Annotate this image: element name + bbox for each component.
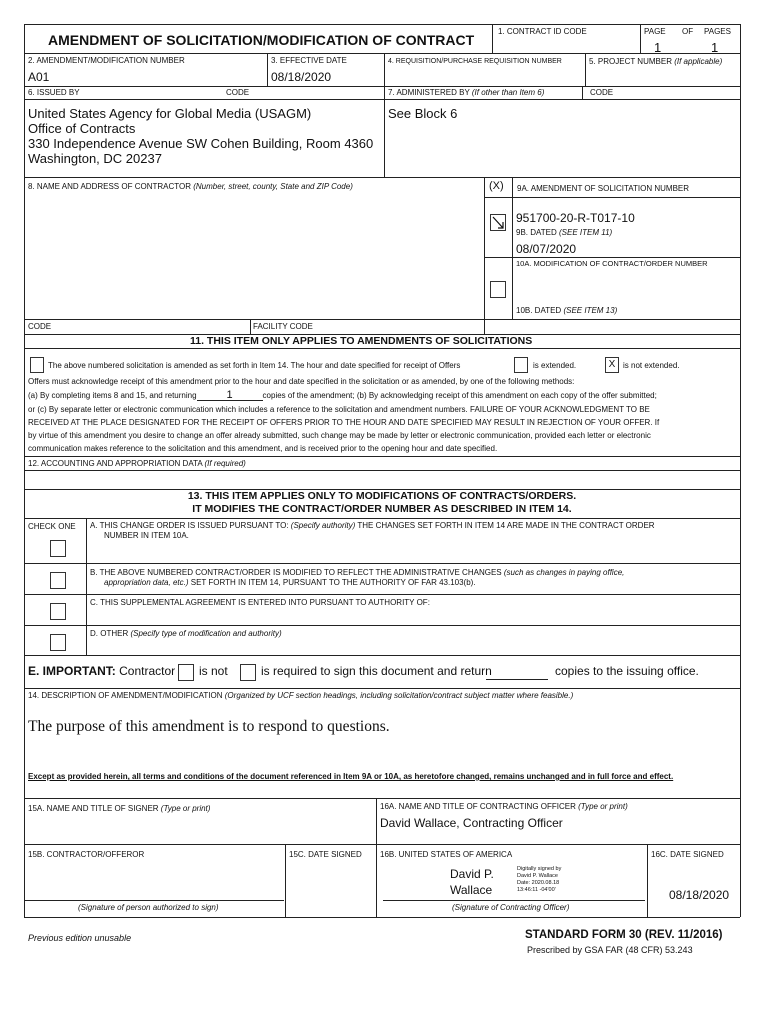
item-11-line-7: communication makes reference to the solicitation and this amendment, and is received prior to the opening hour and date specified. bbox=[28, 444, 498, 453]
issued-by-code-label: CODE bbox=[226, 88, 250, 97]
rule bbox=[484, 197, 740, 198]
rule bbox=[24, 844, 740, 845]
not-extended-checkbox[interactable]: X bbox=[605, 357, 619, 373]
of-label: OF bbox=[682, 27, 694, 36]
important-label: E. IMPORTANT: bbox=[28, 664, 116, 678]
item-13-title-2: IT MODIFIES THE CONTRACT/ORDER NUMBER AS DESCRIBED IN ITEM 14. bbox=[192, 503, 572, 515]
previous-edition-note: Previous edition unusable bbox=[28, 933, 132, 943]
signature-meta: 13:46:11 -04'00' bbox=[517, 887, 556, 893]
is-required-checkbox[interactable] bbox=[240, 664, 256, 681]
signature-meta: Date: 2020.08.18 bbox=[517, 880, 560, 886]
prescribed-by: Prescribed by GSA FAR (48 CFR) 53.243 bbox=[527, 945, 693, 955]
administered-by-value: See Block 6 bbox=[388, 106, 458, 121]
item-13a-italic: (Specify authority) bbox=[290, 521, 356, 530]
rule bbox=[24, 86, 740, 87]
item-11-line-3b: copies of the amendment; (b) By acknowledging receipt of this amendment on each copy of the offer submitted; bbox=[262, 391, 657, 400]
item-11-line-3a: (a) By completing items 8 and 15, and returning bbox=[28, 391, 197, 400]
item-13d-checkbox[interactable] bbox=[50, 634, 66, 651]
amendment-number-value: A01 bbox=[28, 70, 50, 84]
amendment-number-label: 2. AMENDMENT/MODIFICATION NUMBER bbox=[28, 56, 185, 65]
important-is-required: is required to sign this document and return bbox=[261, 664, 492, 678]
contract-id-label: 1. CONTRACT ID CODE bbox=[498, 27, 587, 36]
contractor-code-label: CODE bbox=[28, 322, 52, 331]
issued-by-address bbox=[28, 106, 373, 166]
date-signed-16c-value: 08/18/2020 bbox=[669, 888, 730, 902]
project-number-label: 5. PROJECT NUMBER bbox=[589, 57, 672, 66]
rule bbox=[484, 257, 740, 258]
rule bbox=[24, 563, 740, 564]
is-not-extended-label: is not extended. bbox=[623, 361, 680, 370]
dated-9b-label: 9B. DATED bbox=[516, 228, 557, 237]
item-11-line-5: RECEIVED AT THE PLACE DESIGNATED FOR THE RECEIPT OF OFFERS PRIOR TO THE HOUR AND DATE SPECIFIED MAY RESULT IN REJECTION OF YOUR OFFER. If bbox=[28, 418, 660, 427]
item-11-title: 11. THIS ITEM ONLY APPLIES TO AMENDMENTS OF SOLICITATIONS bbox=[190, 335, 533, 347]
rule bbox=[24, 798, 740, 799]
contractor-signature-caption: (Signature of person authorized to sign) bbox=[78, 903, 219, 912]
x-column-label: (X) bbox=[489, 180, 504, 192]
item-13b-italic: (such as changes in paying office, bbox=[503, 568, 625, 577]
dated-9b-suffix: (SEE ITEM 11) bbox=[558, 228, 613, 237]
rule bbox=[647, 844, 648, 917]
administered-by-label: 7. ADMINISTERED BY bbox=[388, 88, 470, 97]
copies-blank[interactable] bbox=[486, 679, 548, 680]
page-label: PAGE bbox=[644, 27, 666, 36]
signature-meta: David P. Wallace bbox=[517, 873, 558, 879]
modification-checkbox[interactable] bbox=[490, 281, 506, 298]
rule bbox=[512, 177, 513, 319]
requisition-label: 4. REQUISITION/PURCHASE REQUISITION NUMBER bbox=[388, 58, 562, 65]
rule bbox=[24, 348, 740, 349]
effective-date-label: 3. EFFECTIVE DATE bbox=[271, 56, 347, 65]
rule bbox=[383, 900, 645, 901]
rule bbox=[24, 688, 740, 689]
form-number: STANDARD FORM 30 (REV. 11/2016) bbox=[525, 929, 723, 941]
officer-signature-caption: (Signature of Contracting Officer) bbox=[452, 903, 570, 912]
rule bbox=[24, 594, 740, 595]
rule bbox=[484, 177, 485, 334]
rule bbox=[640, 24, 641, 53]
important-copies: copies to the issuing office. bbox=[555, 664, 699, 678]
pages-value: 1 bbox=[711, 40, 719, 55]
rule bbox=[492, 24, 493, 53]
rule bbox=[267, 53, 268, 86]
item-13a-pre: A. THIS CHANGE ORDER IS ISSUED PURSUANT TO: bbox=[90, 521, 289, 530]
important-row bbox=[28, 664, 175, 678]
rule bbox=[585, 53, 586, 86]
item-13c-line: C. THIS SUPPLEMENTAL AGREEMENT IS ENTERED INTO PURSUANT TO AUTHORITY OF: bbox=[90, 598, 430, 607]
important-contractor: Contractor bbox=[119, 664, 176, 678]
administered-by-suffix: (If other than Item 6) bbox=[471, 88, 545, 97]
contractor-offeror-label: 15B. CONTRACTOR/OFFEROR bbox=[28, 850, 145, 859]
rule bbox=[285, 844, 286, 917]
rule bbox=[24, 53, 740, 54]
accounting-suffix: (If required) bbox=[204, 459, 246, 468]
is-extended-checkbox[interactable] bbox=[514, 357, 528, 373]
rule bbox=[24, 24, 25, 917]
rule bbox=[582, 86, 583, 99]
item-14-suffix: (Organized by UCF section headings, including solicitation/contract subject matter where feasible.) bbox=[224, 691, 574, 700]
rule bbox=[740, 24, 741, 917]
item-11-line-1: The above numbered solicitation is amended as set forth in Item 14. The hour and date specified for receipt of Offers bbox=[48, 361, 461, 370]
item-13b-italic-2: appropriation data, etc.) bbox=[104, 578, 189, 587]
digital-signature[interactable] bbox=[450, 866, 494, 898]
rule bbox=[24, 625, 740, 626]
is-not-checkbox[interactable] bbox=[178, 664, 194, 681]
item-13a-line-2: NUMBER IN ITEM 10A. bbox=[104, 531, 189, 540]
signature-name-line-1: David P. bbox=[450, 867, 494, 881]
address-line: Office of Contracts bbox=[28, 121, 136, 136]
amendment-solicitation-label: 9A. AMENDMENT OF SOLICITATION NUMBER bbox=[517, 184, 690, 193]
united-states-label: 16B. UNITED STATES OF AMERICA bbox=[380, 850, 513, 859]
item-11-line-2: Offers must acknowledge receipt of this amendment prior to the hour and date specified in the solicitation or as amended, by one of the following methods: bbox=[28, 377, 575, 386]
contractor-label: 8. NAME AND ADDRESS OF CONTRACTOR bbox=[28, 182, 191, 191]
rule bbox=[384, 53, 385, 177]
date-signed-16c-label: 16C. DATE SIGNED bbox=[651, 850, 724, 859]
item-13-title-1: 13. THIS ITEM APPLIES ONLY TO MODIFICATIONS OF CONTRACTS/ORDERS. bbox=[187, 490, 577, 502]
item-13b-checkbox[interactable] bbox=[50, 572, 66, 589]
pages-label: PAGES bbox=[704, 27, 731, 36]
modification-contract-label: 10A. MODIFICATION OF CONTRACT/ORDER NUMBER bbox=[516, 259, 708, 268]
item-14-label: 14. DESCRIPTION OF AMENDMENT/MODIFICATION bbox=[28, 691, 223, 700]
date-signed-15c-label: 15C. DATE SIGNED bbox=[289, 850, 362, 859]
rule bbox=[250, 319, 251, 334]
is-extended-label: is extended. bbox=[533, 361, 577, 370]
facility-code-label: FACILITY CODE bbox=[253, 322, 313, 331]
rule bbox=[24, 177, 740, 178]
signature-meta: Digitally signed by bbox=[517, 866, 562, 872]
effective-date-value: 08/18/2020 bbox=[271, 70, 332, 84]
rule bbox=[24, 900, 284, 901]
item-13c-checkbox[interactable] bbox=[50, 603, 66, 620]
rule bbox=[24, 655, 740, 656]
address-line: Washington, DC 20237 bbox=[28, 151, 162, 166]
project-number-suffix: (If applicable) bbox=[674, 57, 723, 66]
address-line: United States Agency for Global Media (USAGM) bbox=[28, 106, 312, 121]
rule bbox=[24, 99, 740, 100]
rule bbox=[24, 470, 740, 471]
signature-name-line-2: Wallace bbox=[450, 883, 493, 897]
checked-diagonal-icon bbox=[491, 215, 505, 230]
signer-name-suffix: (Type or print) bbox=[160, 804, 211, 813]
item-13a-post: THE CHANGES SET FORTH IN ITEM 14 ARE MADE IN THE CONTRACT ORDER bbox=[357, 521, 655, 530]
item-13a-checkbox[interactable] bbox=[50, 540, 66, 557]
dated-10b-label: 10B. DATED bbox=[516, 306, 562, 315]
issued-by-label: 6. ISSUED BY bbox=[28, 88, 80, 97]
item-13b-post: SET FORTH IN ITEM 14, PURSUANT TO THE AUTHORITY OF FAR 43.103(b). bbox=[190, 578, 476, 587]
amendment-purpose: The purpose of this amendment is to respond to questions. bbox=[28, 718, 390, 735]
address-line: 330 Independence Avenue SW Cohen Building, Room 4360 bbox=[28, 136, 374, 151]
rule bbox=[86, 518, 87, 655]
officer-name-value: David Wallace, Contracting Officer bbox=[380, 816, 563, 830]
rule bbox=[24, 24, 740, 25]
dated-10b-suffix: (SEE ITEM 13) bbox=[563, 306, 618, 315]
signer-name-label: 15A. NAME AND TITLE OF SIGNER bbox=[28, 804, 159, 813]
important-is-not: is not bbox=[199, 664, 228, 678]
officer-name-label: 16A. NAME AND TITLE OF CONTRACTING OFFICER bbox=[380, 802, 576, 811]
copies-value: 1 bbox=[197, 390, 263, 401]
dated-9b-value: 08/07/2020 bbox=[516, 242, 577, 256]
solicitation-checkbox[interactable] bbox=[490, 214, 506, 231]
except-clause: Except as provided herein, all terms and conditions of the document referenced in Item 9A or 10A, as heretofore changed, remains unchanged and in full force and effect. bbox=[28, 772, 674, 781]
item-13d-pre: D. OTHER bbox=[90, 629, 129, 638]
rule bbox=[24, 917, 740, 918]
rule bbox=[376, 798, 377, 917]
administered-code-label: CODE bbox=[590, 88, 614, 97]
signature-metadata bbox=[517, 866, 561, 894]
amendment-solicitation-value: 951700-20-R-T017-10 bbox=[516, 211, 635, 225]
officer-name-suffix: (Type or print) bbox=[578, 802, 628, 811]
item-11-line-4: or (c) By separate letter or electronic communication which includes a reference to the solicitation and amendment numbers. FAILURE OF YOUR ACKNOWLEDGMENT TO BE bbox=[28, 405, 650, 414]
solicitation-amended-checkbox[interactable] bbox=[30, 357, 44, 373]
rule bbox=[24, 456, 740, 457]
accounting-label: 12. ACCOUNTING AND APPROPRIATION DATA bbox=[28, 459, 203, 468]
item-11-line-6: by virtue of this amendment you desire to change an offer already submitted, such change may be made by letter or electronic communication, provided each letter or electronic bbox=[28, 431, 651, 440]
rule bbox=[24, 518, 740, 519]
item-13d-italic: (Specify type of modification and authority) bbox=[130, 629, 282, 638]
item-13b-pre: B. THE ABOVE NUMBERED CONTRACT/ORDER IS MODIFIED TO REFLECT THE ADMINISTRATIVE CHANGES bbox=[90, 568, 502, 577]
rule bbox=[24, 319, 740, 320]
check-one-label: CHECK ONE bbox=[28, 522, 76, 531]
form-title: AMENDMENT OF SOLICITATION/MODIFICATION OF CONTRACT bbox=[48, 32, 475, 48]
page-value: 1 bbox=[654, 40, 662, 55]
contractor-label-suffix: (Number, street, county, State and ZIP Code) bbox=[193, 182, 353, 191]
